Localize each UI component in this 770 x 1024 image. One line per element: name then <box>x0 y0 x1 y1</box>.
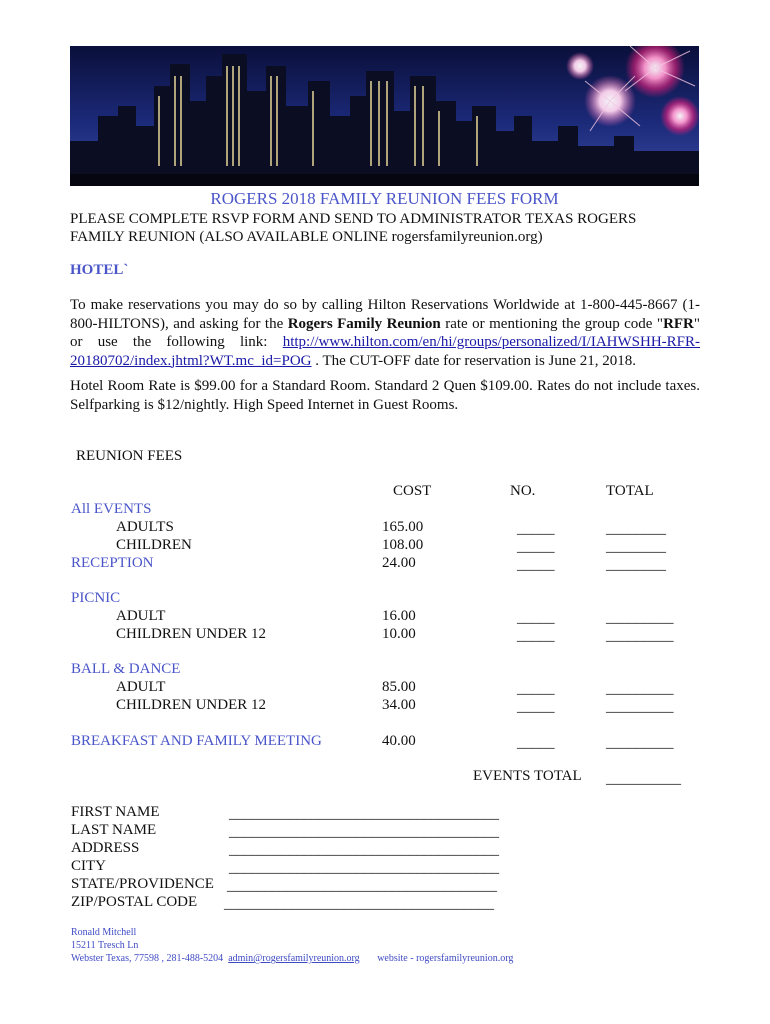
picnic-adult-no-field[interactable]: _____ <box>517 610 555 626</box>
footer-name: Ronald Mitchell <box>71 927 137 938</box>
footer-street: 15211 Tresch Ln <box>71 940 139 951</box>
state-field[interactable]: ____________________________________ <box>227 878 497 894</box>
picnic-adult-total-field[interactable]: _________ <box>606 610 674 626</box>
hotel-text-2: rate or mentioning the group code " <box>440 315 664 332</box>
ball-adult-cost: 85.00 <box>382 679 416 695</box>
column-no: NO. <box>510 483 536 499</box>
breakfast-label: BREAKFAST AND FAMILY MEETING <box>71 733 322 749</box>
form-title: ROGERS 2018 FAMILY REUNION FEES FORM <box>210 189 559 208</box>
city-skyline-banner <box>70 46 699 186</box>
events-total-field[interactable]: __________ <box>606 771 681 787</box>
zip-field[interactable]: ____________________________________ <box>224 896 494 912</box>
group-code: RFR <box>663 315 694 332</box>
reunion-name: Rogers Family Reunion <box>287 315 441 332</box>
footer-email-link[interactable]: admin@rogersfamilyreunion.org <box>228 953 360 964</box>
reception-label: RECEPTION <box>71 555 154 571</box>
hotel-heading: HOTEL` <box>70 262 129 278</box>
footer-city-phone: Webster Texas, 77598 , 281-488-5204 <box>71 953 224 964</box>
first-name-label: FIRST NAME <box>71 804 160 820</box>
city-label: CITY <box>71 858 106 874</box>
hotel-paragraph <box>70 296 700 370</box>
instructions-line-2: FAMILY REUNION (ALSO AVAILABLE ONLINE rogersfamilyreunion.org) <box>70 229 543 245</box>
ball-children-total-field[interactable]: _________ <box>606 699 674 715</box>
picnic-adult-cost: 16.00 <box>382 608 416 624</box>
all-adults-total-field[interactable]: ________ <box>606 521 666 537</box>
fees-heading: REUNION FEES <box>76 448 183 464</box>
footer-website: website - rogersfamilyreunion.org <box>377 953 514 964</box>
all-children-total-field[interactable]: ________ <box>606 539 666 555</box>
events-total-label: EVENTS TOTAL <box>473 768 582 784</box>
all-events-heading: All EVENTS <box>71 501 152 517</box>
picnic-children-no-field[interactable]: _____ <box>517 628 555 644</box>
picnic-adult-label: ADULT <box>116 608 166 624</box>
ball-children-no-field[interactable]: _____ <box>517 699 555 715</box>
ball-adult-label: ADULT <box>116 679 166 695</box>
ball-children-label: CHILDREN UNDER 12 <box>116 697 266 713</box>
ball-adult-total-field[interactable]: _________ <box>606 681 674 697</box>
instructions-line-1: PLEASE COMPLETE RSVP FORM AND SEND TO ADMINISTRATOR TEXAS ROGERS <box>70 211 637 227</box>
picnic-children-total-field[interactable]: _________ <box>606 628 674 644</box>
all-adults-cost: 165.00 <box>382 519 424 535</box>
picnic-heading: PICNIC <box>71 590 121 606</box>
cutoff-text: . The CUT-OFF date for reservation is June 21, 2018. <box>311 352 637 369</box>
hilton-reservation-link[interactable]: http://www.hilton.com/en/hi/groups/personalized/I/IAHWSHH-RFR-20180702/index.jhtml?WT.mc_id=POG <box>70 334 700 369</box>
all-children-no-field[interactable]: _____ <box>517 539 555 555</box>
ball-children-cost: 34.00 <box>382 697 416 713</box>
column-total: TOTAL <box>606 483 654 499</box>
footer-contact-line <box>71 952 513 965</box>
all-adults-no-field[interactable]: _____ <box>517 521 555 537</box>
hotel-text: To make reservations you may do so by calling Hilton Reservations Worldwide at 1-800-445-8667 (1-800-HILTONS), and asking for the <box>70 297 700 332</box>
breakfast-cost: 40.00 <box>382 733 416 749</box>
reception-no-field[interactable]: _____ <box>517 557 555 573</box>
first-name-field[interactable]: ____________________________________ <box>229 806 499 822</box>
address-label: ADDRESS <box>71 840 140 856</box>
picnic-children-cost: 10.00 <box>382 626 416 642</box>
all-adults-label: ADULTS <box>116 519 174 535</box>
state-label: STATE/PROVIDENCE <box>71 876 214 892</box>
hotel-text-3: " or use the following link: <box>70 315 701 350</box>
rates-paragraph: Hotel Room Rate is $99.00 for a Standard Room. Standard 2 Quen $109.00. Rates do not include taxes. Selfparking is $12/nightly. High Speed Internet in Guest Rooms. <box>70 378 700 413</box>
column-cost: COST <box>393 483 432 499</box>
address-field[interactable]: ____________________________________ <box>229 842 499 858</box>
reception-cost: 24.00 <box>382 555 416 571</box>
last-name-field[interactable]: ____________________________________ <box>229 824 499 840</box>
all-children-label: CHILDREN <box>116 537 192 553</box>
breakfast-total-field[interactable]: _________ <box>606 735 674 751</box>
zip-label: ZIP/POSTAL CODE <box>71 894 198 910</box>
reception-total-field[interactable]: ________ <box>606 557 666 573</box>
breakfast-no-field[interactable]: _____ <box>517 735 555 751</box>
city-field[interactable]: ____________________________________ <box>229 860 499 876</box>
ball-adult-no-field[interactable]: _____ <box>517 681 555 697</box>
all-children-cost: 108.00 <box>382 537 424 553</box>
picnic-children-label: CHILDREN UNDER 12 <box>116 626 266 642</box>
ball-heading: BALL & DANCE <box>71 661 181 677</box>
last-name-label: LAST NAME <box>71 822 157 838</box>
